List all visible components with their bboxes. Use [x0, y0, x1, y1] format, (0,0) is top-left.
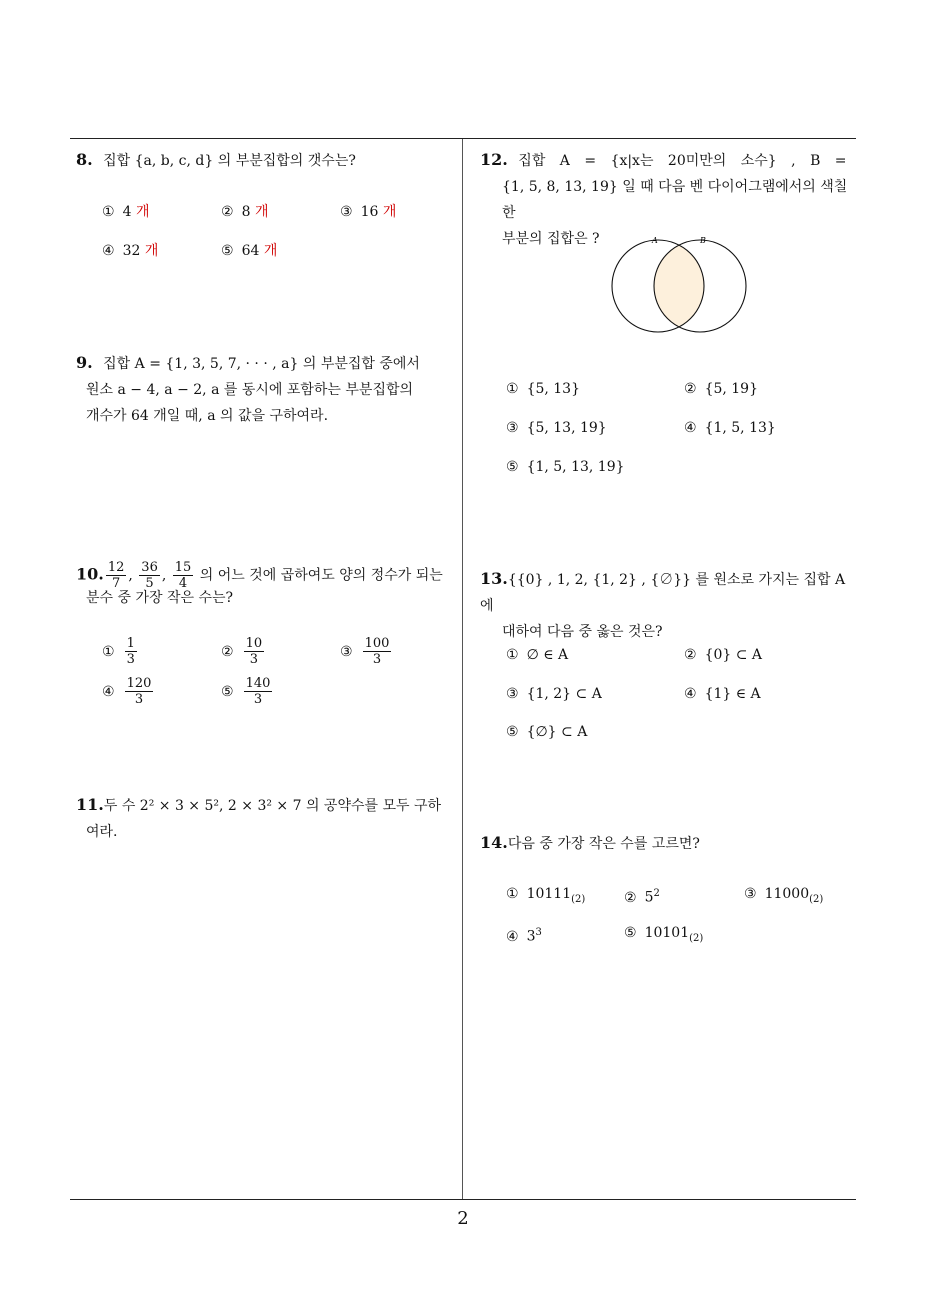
option-base-subscript: (2) [689, 932, 704, 944]
denominator: 5 [145, 576, 154, 591]
option-mark: ⑤ [624, 925, 637, 941]
option-value: 16 [360, 204, 379, 220]
option-unit: 개 [382, 204, 397, 220]
option-10-1[interactable] [102, 636, 139, 667]
numerator: 1 [126, 636, 135, 651]
option-8-2[interactable] [221, 202, 268, 222]
fraction [244, 676, 273, 707]
question-text: 다음 중 가장 작은 수를 고르면? [507, 836, 700, 852]
option-12-3[interactable] [506, 418, 607, 438]
option-mark: ③ [744, 886, 757, 902]
option-14-2[interactable] [624, 884, 660, 908]
question-text-line1: 두 수 2² × 3 × 5², 2 × 3² × 7 의 공약수를 모두 구하 [103, 798, 442, 814]
option-14-1[interactable] [506, 884, 585, 910]
option-mark: ① [506, 381, 519, 397]
option-14-3[interactable] [744, 884, 823, 910]
option-value: {1, 5, 13, 19} [526, 459, 625, 475]
column-divider [462, 139, 463, 1199]
option-10-4[interactable] [102, 676, 155, 707]
numerator: 12 [107, 560, 125, 575]
option-mark: ② [684, 381, 697, 397]
option-mark: ① [506, 886, 519, 902]
question-number: 13. [480, 569, 508, 588]
question-text-line2: 분수 중 가장 작은 수는? [86, 590, 234, 606]
option-10-5[interactable] [221, 676, 274, 707]
question-13 [480, 566, 860, 645]
question-number: 9. [76, 353, 93, 372]
option-value: 3 [526, 928, 536, 945]
option-unit: 개 [263, 243, 278, 259]
question-text-line2: 원소 a − 4, a − 2, a 를 동시에 포함하는 부분집합의 [86, 382, 414, 398]
option-13-1[interactable] [506, 645, 568, 665]
option-mark: ① [102, 643, 115, 660]
question-text-line2: {1, 5, 8, 13, 19} 일 때 다음 벤 다이어그램에서의 색칠한 [502, 179, 848, 221]
option-mark: ① [102, 204, 115, 220]
denominator: 4 [178, 576, 188, 591]
option-12-5[interactable] [506, 457, 625, 477]
option-mark: ② [221, 204, 234, 220]
numerator: 120 [126, 676, 152, 691]
option-13-5[interactable] [506, 722, 587, 742]
question-text-line1: 집합 A = {1, 3, 5, 7, · · · , a} 의 부분집합 중에서 [103, 356, 420, 372]
bottom-rule [70, 1199, 856, 1200]
venn-diagram [608, 236, 752, 334]
option-13-4[interactable] [684, 684, 761, 704]
option-8-5[interactable] [221, 241, 277, 261]
question-number: 14. [480, 833, 508, 852]
option-mark: ③ [506, 686, 519, 702]
option-value: {1, 2} ⊂ A [526, 686, 602, 702]
denominator: 3 [134, 692, 144, 707]
option-12-2[interactable] [684, 379, 758, 399]
question-text-line3: 부분의 집합은 ? [502, 231, 600, 247]
option-14-4[interactable] [506, 923, 542, 947]
option-mark: ④ [684, 686, 697, 702]
question-text-line2: 대하여 다음 중 옳은 것은? [502, 624, 663, 640]
option-value: {5, 13} [526, 381, 580, 397]
option-mark: ② [221, 643, 234, 660]
question-text: 집합 {a, b, c, d} 의 부분집합의 갯수는? [103, 153, 356, 169]
option-13-2[interactable] [684, 645, 762, 665]
option-value: {1} ∈ A [704, 686, 761, 702]
question-number: 11. [76, 795, 104, 814]
option-base-subscript: (2) [571, 893, 586, 905]
option-14-5[interactable] [624, 923, 703, 949]
page-number: 2 [457, 1208, 469, 1229]
question-number: 12. [480, 150, 508, 169]
option-value: 8 [241, 204, 251, 220]
option-value: 11000 [764, 886, 810, 902]
option-mark: ③ [506, 420, 519, 436]
option-mark: ② [624, 889, 637, 906]
denominator: 3 [249, 652, 258, 667]
option-8-1[interactable] [102, 202, 149, 222]
option-mark: ④ [102, 683, 115, 700]
option-unit: 개 [254, 204, 269, 220]
option-value: 10101 [644, 925, 690, 941]
option-exponent: 3 [535, 927, 542, 938]
top-rule [70, 138, 856, 139]
question-8 [76, 147, 456, 174]
option-mark: ④ [102, 243, 115, 259]
option-value: 5 [644, 889, 654, 906]
option-value: {∅} ⊂ A [526, 724, 588, 740]
option-8-4[interactable] [102, 241, 158, 261]
fraction [125, 636, 137, 667]
option-8-3[interactable] [340, 202, 396, 222]
option-mark: ① [506, 647, 519, 663]
denominator: 3 [372, 652, 382, 667]
option-mark: ③ [340, 643, 353, 660]
denominator: 3 [126, 652, 135, 667]
option-mark: ③ [340, 204, 353, 220]
fraction [125, 676, 154, 707]
option-base-subscript: (2) [809, 893, 824, 905]
option-value: 64 [241, 243, 260, 259]
option-mark: ② [684, 647, 697, 663]
option-value: {5, 19} [704, 381, 758, 397]
option-value: 10111 [526, 886, 572, 902]
denominator: 7 [111, 576, 121, 591]
option-12-1[interactable] [506, 379, 580, 399]
denominator: 3 [253, 692, 263, 707]
fraction [244, 636, 265, 667]
question-number: 8. [76, 150, 93, 169]
option-unit: 개 [144, 243, 159, 259]
numerator: 140 [245, 676, 271, 691]
option-exponent: 2 [653, 888, 660, 899]
option-12-4[interactable] [684, 418, 776, 438]
numerator: 36 [141, 560, 158, 575]
venn-label-a: A [652, 236, 658, 245]
option-mark: ④ [506, 928, 519, 945]
venn-label-b: B [700, 236, 706, 245]
question-text-line1: 의 어느 것에 곱하여도 양의 정수가 되는 [199, 567, 443, 584]
question-text-line2: 여라. [86, 824, 118, 840]
option-unit: 개 [135, 204, 150, 220]
question-14 [480, 830, 860, 857]
option-mark: ⑤ [506, 724, 519, 740]
option-13-3[interactable] [506, 684, 602, 704]
option-value: {1, 5, 13} [704, 420, 776, 436]
option-mark: ⑤ [221, 243, 234, 259]
numerator: 10 [245, 636, 263, 651]
question-text-line3: 개수가 64 개일 때, a 의 값을 구하여라. [86, 408, 329, 424]
option-mark: ⑤ [221, 683, 234, 700]
option-value: {5, 13, 19} [526, 420, 607, 436]
option-value: 4 [122, 204, 132, 220]
question-number: 10. [76, 564, 104, 584]
option-value: {0} ⊂ A [704, 647, 763, 663]
option-value: ∅ ∈ A [526, 647, 569, 663]
option-value: 32 [122, 243, 141, 259]
question-11 [76, 792, 460, 845]
question-text-line1: {{0} , 1, 2, {1, 2} , {∅}} 를 원소로 가지는 집합 A 에 [480, 572, 846, 614]
question-9 [76, 350, 458, 429]
numerator: 15 [174, 560, 192, 575]
option-mark: ④ [684, 420, 697, 436]
fraction [363, 636, 392, 667]
option-10-3[interactable] [340, 636, 393, 667]
option-10-2[interactable] [221, 636, 266, 667]
option-mark: ⑤ [506, 459, 519, 475]
question-10: 10. $\frac{12}{7}$ , $\frac{36}{5}$ , $\frac{15}{4}$ 의 어느 것에 곱하여도 양의 정수가 되는 분수 중 가장 작은 수는? [76, 560, 460, 611]
numerator: 100 [364, 636, 390, 651]
question-text-line1: 집합 A = {x|x는 20미만의 소수} , B = [518, 153, 847, 169]
